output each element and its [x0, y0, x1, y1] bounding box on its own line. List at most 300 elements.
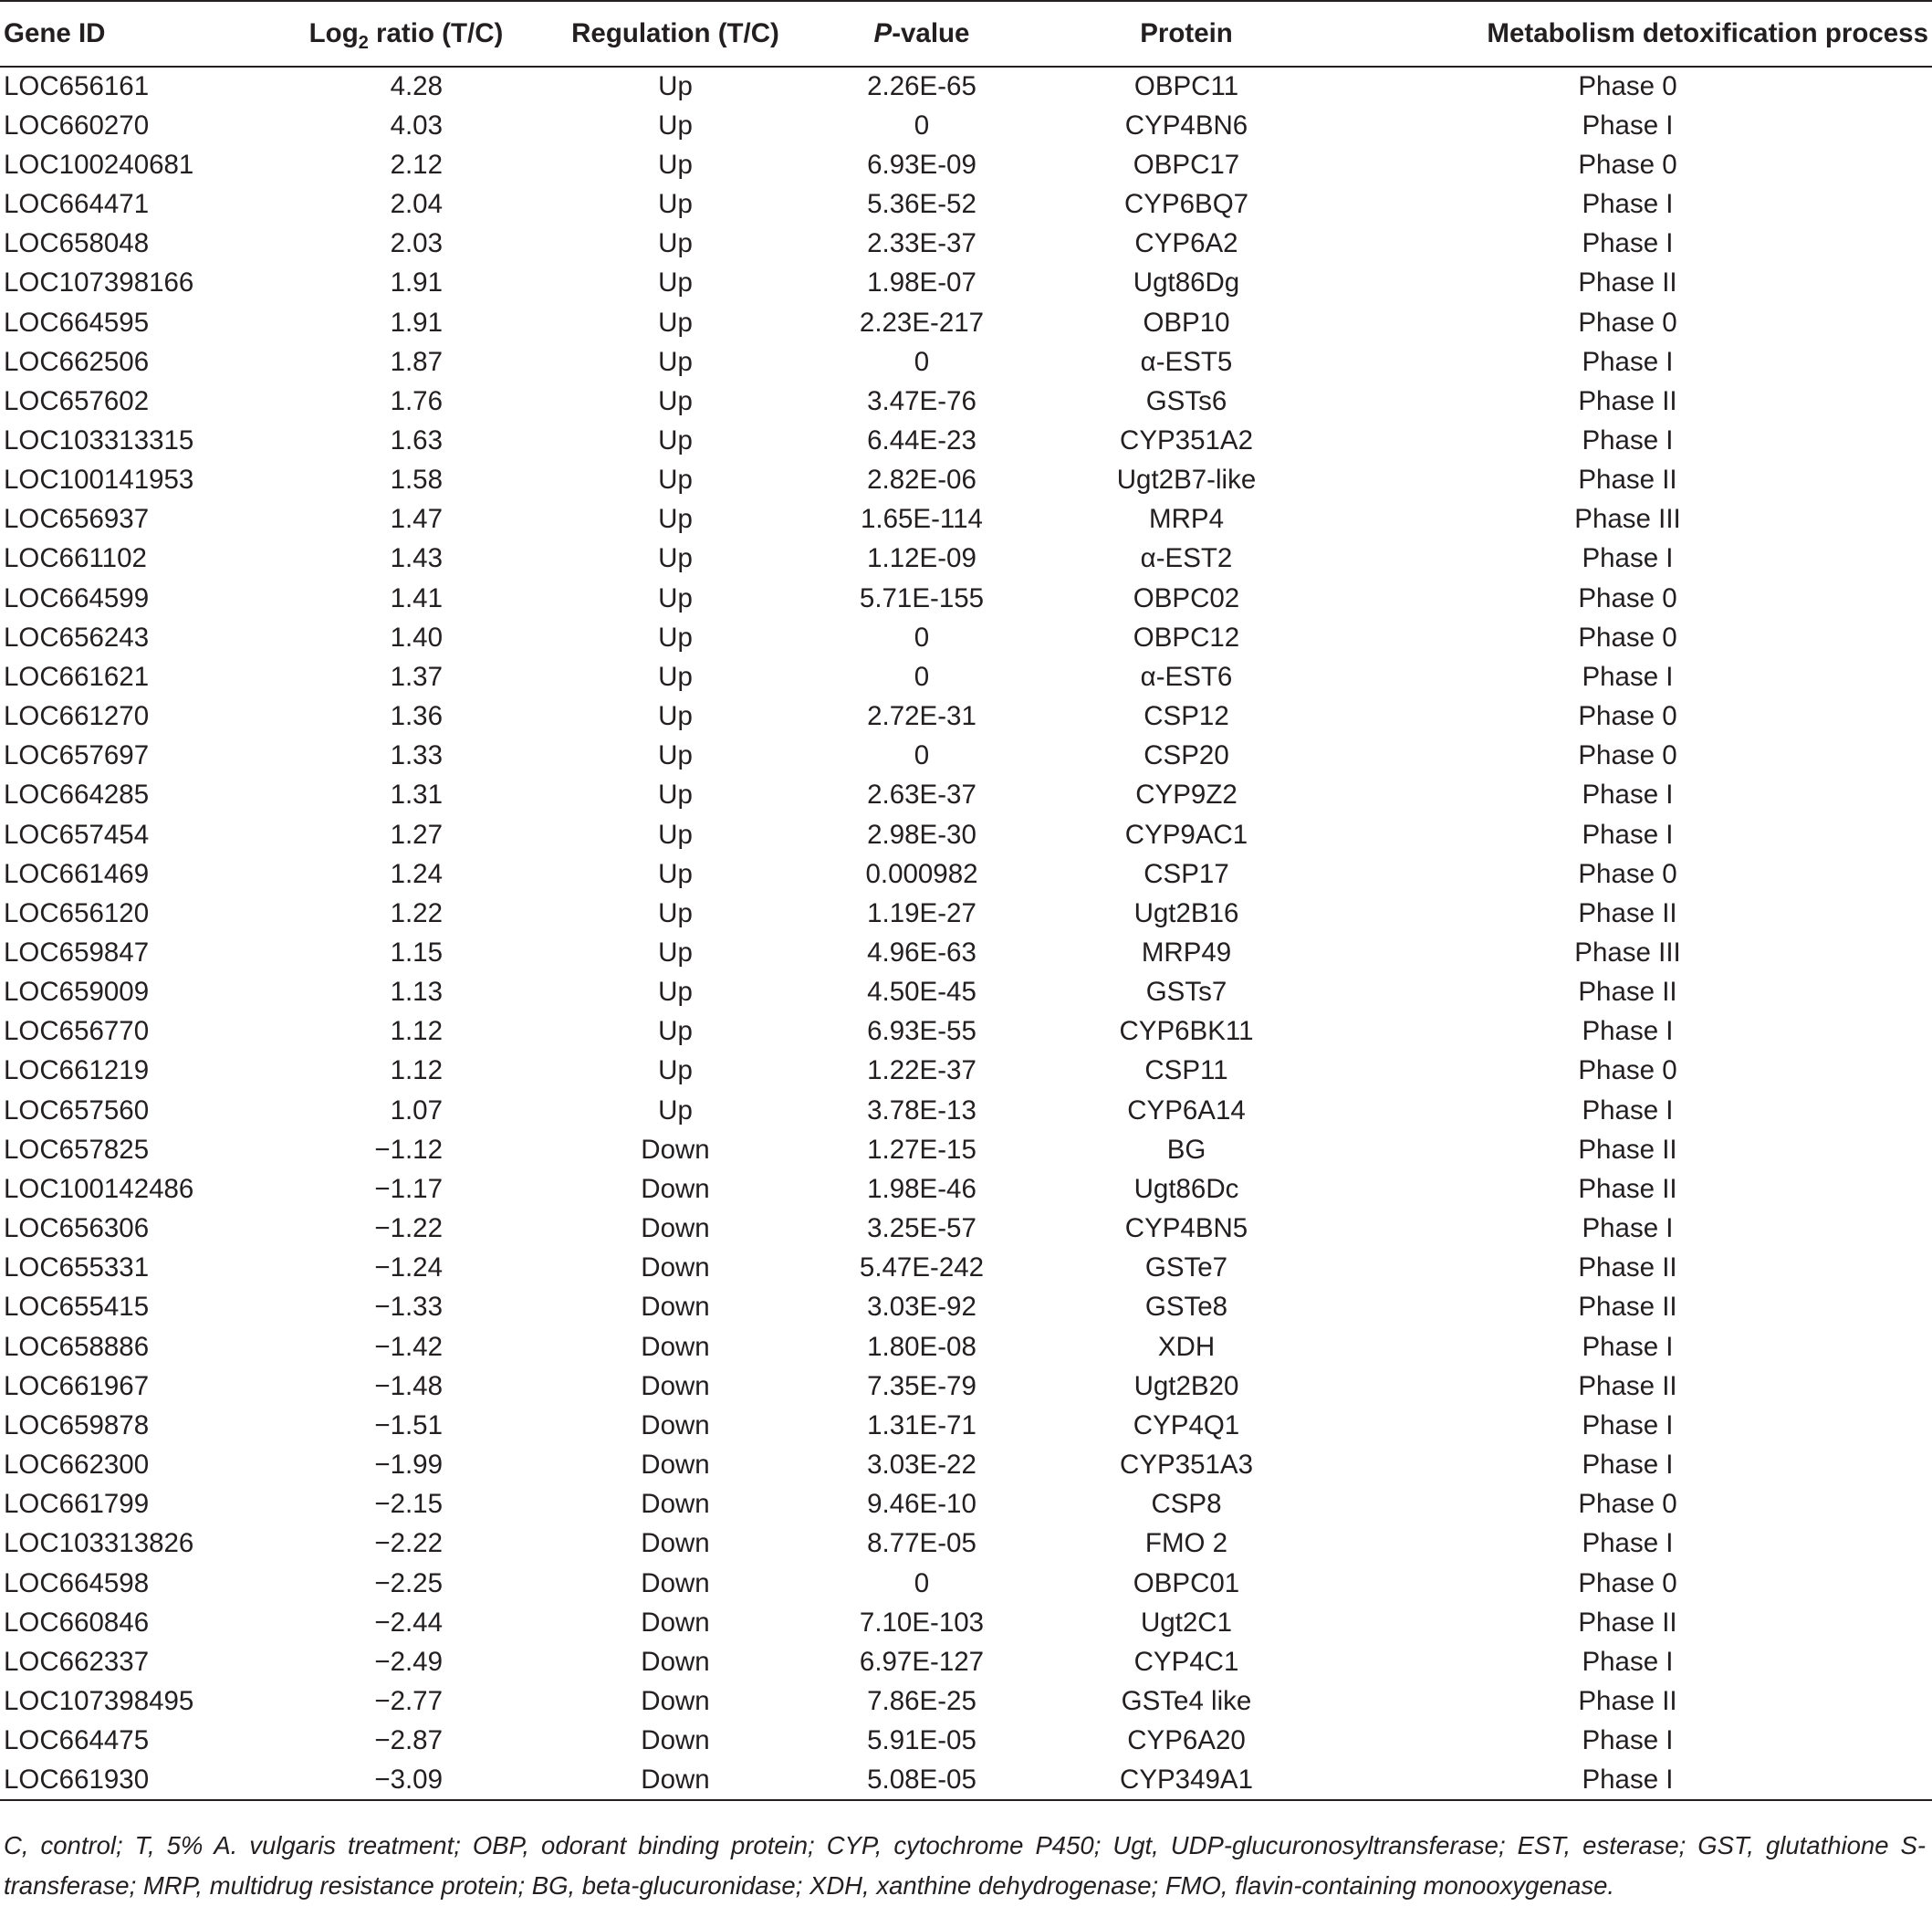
cell-p-value: 1.98E-46	[867, 1173, 976, 1204]
table-row	[0, 1091, 1932, 1130]
cell-protein: CYP9AC1	[1124, 819, 1248, 850]
cell-log2-ratio: 1.15	[390, 937, 443, 969]
cell-gene-id: LOC655331	[4, 1252, 150, 1283]
cell-log2-ratio: 1.41	[390, 582, 443, 613]
table-header	[0, 1, 1932, 67]
table-row	[0, 1327, 1932, 1367]
cell-gene-id: LOC662506	[4, 346, 150, 377]
cell-regulation: Up	[658, 1094, 693, 1126]
cell-protein: OBPC02	[1133, 582, 1240, 613]
cell-p-value: 6.93E-09	[867, 149, 976, 180]
table-row	[0, 1564, 1932, 1603]
cell-p-value: 9.46E-10	[867, 1489, 976, 1520]
cell-log2-ratio: 1.22	[390, 897, 443, 928]
cell-detox-process: Phase I	[1582, 661, 1674, 692]
cell-regulation: Down	[641, 1567, 710, 1598]
cell-regulation: Up	[658, 819, 693, 850]
cell-regulation: Up	[658, 1055, 693, 1086]
table-row	[0, 106, 1932, 145]
table-row	[0, 1052, 1932, 1091]
cell-p-value: 1.22E-37	[867, 1055, 976, 1086]
cell-log2-ratio: 1.07	[390, 1094, 443, 1126]
cell-protein: CYP6A14	[1127, 1094, 1246, 1126]
cell-gene-id: LOC662337	[4, 1646, 150, 1677]
cell-p-value: 3.47E-76	[867, 385, 976, 416]
cell-detox-process: Phase 0	[1578, 582, 1677, 613]
cell-p-value: 1.98E-07	[867, 267, 976, 298]
cell-p-value: 1.12E-09	[867, 543, 976, 574]
cell-p-value: 0	[914, 661, 930, 692]
cell-regulation: Down	[641, 1607, 710, 1638]
cell-detox-process: Phase 0	[1578, 1567, 1677, 1598]
header-protein: Protein	[1031, 1, 1342, 67]
cell-regulation: Up	[658, 582, 693, 613]
cell-detox-process: Phase II	[1578, 1685, 1677, 1716]
table-row	[0, 539, 1932, 579]
cell-detox-process: Phase I	[1582, 346, 1674, 377]
cell-log2-ratio: 1.12	[390, 1016, 443, 1047]
cell-detox-process: Phase II	[1578, 897, 1677, 928]
cell-log2-ratio: −1.24	[374, 1252, 443, 1283]
cell-regulation: Up	[658, 346, 693, 377]
cell-regulation: Up	[658, 701, 693, 732]
cell-log2-ratio: −1.42	[374, 1331, 443, 1362]
cell-p-value: 4.96E-63	[867, 937, 976, 969]
cell-regulation: Up	[658, 307, 693, 338]
cell-detox-process: Phase I	[1582, 424, 1674, 456]
cell-detox-process: Phase I	[1582, 819, 1674, 850]
cell-protein: CYP4BN6	[1124, 110, 1248, 141]
cell-log2-ratio: 1.47	[390, 504, 443, 535]
cell-detox-process: Phase 0	[1578, 740, 1677, 771]
cell-gene-id: LOC661270	[4, 701, 150, 732]
cell-gene-id: LOC661219	[4, 1055, 150, 1086]
cell-regulation: Up	[658, 622, 693, 653]
header-log2-prefix: Log	[308, 18, 359, 48]
cell-protein: OBPC12	[1133, 622, 1240, 653]
cell-log2-ratio: −2.15	[374, 1489, 443, 1520]
cell-p-value: 3.78E-13	[867, 1094, 976, 1126]
cell-protein: CYP4BN5	[1124, 1213, 1248, 1244]
cell-gene-id: LOC655415	[4, 1292, 150, 1323]
cell-p-value: 5.08E-05	[812, 1761, 1031, 1800]
header-log2-ratio	[274, 1, 538, 67]
cell-log2-ratio: 1.13	[390, 977, 443, 1008]
cell-gene-id: LOC659847	[4, 937, 150, 969]
table-row	[0, 1012, 1932, 1052]
cell-regulation: Down	[641, 1292, 710, 1323]
header-p-rest: -value	[892, 18, 970, 48]
cell-detox-process: Phase 0	[1578, 701, 1677, 732]
cell-log2-ratio: 1.12	[390, 1055, 443, 1086]
cell-log2-ratio: 4.03	[390, 110, 443, 141]
cell-p-value: 2.33E-37	[867, 228, 976, 259]
cell-gene-id: LOC658048	[4, 228, 150, 259]
cell-protein: CYP6BK11	[1119, 1016, 1254, 1047]
cell-gene-id: LOC657602	[4, 385, 150, 416]
table-row	[0, 1445, 1932, 1484]
table-row	[0, 854, 1932, 894]
table-row	[0, 225, 1932, 264]
cell-regulation: Up	[658, 897, 693, 928]
cell-gene-id: LOC107398166	[4, 267, 194, 298]
cell-gene-id: LOC107398495	[4, 1685, 194, 1716]
cell-protein: Ugt86Dg	[1133, 267, 1240, 298]
cell-regulation: Down	[641, 1646, 710, 1677]
cell-gene-id: LOC664475	[4, 1725, 150, 1756]
cell-regulation: Up	[658, 780, 693, 811]
cell-regulation: Down	[641, 1134, 710, 1165]
cell-protein: CSP20	[1144, 740, 1229, 771]
cell-log2-ratio: −2.87	[374, 1725, 443, 1756]
cell-log2-ratio: 1.27	[390, 819, 443, 850]
cell-gene-id: LOC100142486	[4, 1173, 194, 1204]
cell-detox-process: Phase II	[1578, 267, 1677, 298]
table-row	[0, 1761, 1932, 1800]
cell-regulation: Up	[658, 1016, 693, 1047]
cell-detox-process: Phase II	[1578, 1134, 1677, 1165]
cell-detox-process: Phase II	[1578, 1252, 1677, 1283]
table-row	[0, 815, 1932, 854]
cell-gene-id: LOC664595	[4, 307, 150, 338]
cell-log2-ratio: 2.12	[390, 149, 443, 180]
table-row	[0, 697, 1932, 737]
cell-protein: GSTs6	[1145, 385, 1227, 416]
header-p-value	[812, 1, 1031, 67]
cell-regulation: Up	[658, 937, 693, 969]
cell-gene-id: LOC656120	[4, 897, 150, 928]
table-row	[0, 579, 1932, 618]
cell-protein: Ugt2B20	[1133, 1370, 1239, 1401]
cell-gene-id: LOC661799	[4, 1489, 150, 1520]
cell-protein: CYP6BQ7	[1123, 189, 1249, 220]
cell-detox-process: Phase I	[1582, 1646, 1674, 1677]
cell-p-value: 3.25E-57	[867, 1213, 976, 1244]
cell-log2-ratio: −1.99	[374, 1450, 443, 1481]
cell-regulation: Up	[658, 543, 693, 574]
cell-detox-process: Phase II	[1578, 1607, 1677, 1638]
cell-log2-ratio: 1.91	[390, 267, 443, 298]
cell-p-value: 1.19E-27	[867, 897, 976, 928]
table-row	[0, 461, 1932, 500]
cell-p-value: 7.86E-25	[867, 1685, 976, 1716]
table-row	[0, 1169, 1932, 1209]
header-row	[0, 1, 1932, 67]
cell-p-value: 6.97E-127	[859, 1646, 985, 1677]
cell-gene-id: LOC656306	[4, 1213, 150, 1244]
cell-regulation: Up	[658, 661, 693, 692]
cell-log2-ratio: 1.87	[390, 346, 443, 377]
table-row	[0, 303, 1932, 342]
cell-log2-ratio: −2.22	[374, 1528, 443, 1559]
cell-log2-ratio: 1.33	[390, 740, 443, 771]
cell-log2-ratio: −1.33	[374, 1292, 443, 1323]
cell-regulation: Up	[658, 71, 693, 102]
cell-protein: MRP49	[1141, 937, 1232, 969]
cell-gene-id: LOC656937	[4, 504, 150, 535]
table-row	[0, 1722, 1932, 1761]
cell-p-value: 2.72E-31	[867, 701, 976, 732]
cell-gene-id: LOC100141953	[4, 465, 194, 496]
cell-p-value: 5.47E-242	[859, 1252, 985, 1283]
cell-detox-process: Phase I	[1582, 228, 1674, 259]
cell-log2-ratio: −2.49	[374, 1646, 443, 1677]
cell-log2-ratio: 1.40	[390, 622, 443, 653]
table-row	[0, 1210, 1932, 1249]
cell-detox-process: Phase I	[1582, 780, 1674, 811]
cell-protein: BG	[1166, 1134, 1206, 1165]
cell-regulation: Down	[641, 1331, 710, 1362]
cell-gene-id: LOC660270	[4, 110, 150, 141]
cell-detox-process: Phase I	[1582, 1094, 1674, 1126]
cell-protein: CYP351A2	[1120, 424, 1253, 456]
cell-protein: Ugt86Dc	[1133, 1173, 1239, 1204]
table-row	[0, 973, 1932, 1012]
table-row	[0, 1681, 1932, 1721]
table-row	[0, 342, 1932, 382]
table-row	[0, 184, 1932, 224]
cell-gene-id: LOC659009	[4, 977, 150, 1008]
cell-gene-id: LOC664471	[4, 189, 150, 220]
cell-p-value: 5.91E-05	[867, 1725, 976, 1756]
cell-protein: CYP6A2	[1134, 228, 1238, 259]
cell-protein: OBP10	[1143, 307, 1230, 338]
table-row	[0, 264, 1932, 303]
cell-detox-process: Phase III	[1574, 504, 1681, 535]
cell-log2-ratio: −2.25	[374, 1567, 443, 1598]
cell-protein: CYP6A20	[1127, 1725, 1246, 1756]
cell-detox-process: Phase 0	[1578, 858, 1677, 889]
cell-regulation: Up	[658, 858, 693, 889]
cell-protein: CYP351A3	[1120, 1450, 1253, 1481]
cell-p-value: 3.03E-22	[867, 1450, 976, 1481]
cell-detox-process: Phase 0	[1578, 1055, 1677, 1086]
cell-gene-id: LOC656161	[4, 71, 150, 102]
cell-detox-process: Phase 0	[1578, 149, 1677, 180]
cell-p-value: 0	[914, 740, 930, 771]
cell-protein: CYP4Q1	[1133, 1409, 1240, 1440]
cell-gene-id: LOC103313826	[4, 1528, 194, 1559]
table-row	[0, 500, 1932, 539]
cell-detox-process: Phase 0	[1578, 622, 1677, 653]
table-row	[0, 894, 1932, 933]
cell-protein: GSTe4 like	[1121, 1685, 1252, 1716]
cell-p-value: 4.50E-45	[867, 977, 976, 1008]
cell-protein: OBPC01	[1133, 1567, 1240, 1598]
cell-regulation: Up	[658, 504, 693, 535]
cell-gene-id: LOC657454	[4, 819, 150, 850]
table-row	[0, 618, 1932, 657]
cell-p-value: 3.03E-92	[867, 1292, 976, 1323]
table-row	[0, 657, 1932, 696]
cell-regulation: Down	[641, 1450, 710, 1481]
cell-gene-id: LOC659878	[4, 1409, 150, 1440]
cell-p-value: 2.63E-37	[867, 780, 976, 811]
cell-regulation: Down	[641, 1725, 710, 1756]
cell-log2-ratio: 1.24	[390, 858, 443, 889]
table-footnote: C, control; T, 5% A. vulgaris treatment; OBP, odorant binding protein; CYP, cytochrome P450; Ugt, UDP-glucuronosyltransferase; EST, esterase; GST, glutathione S-transferase; MRP, multidrug resistance protein; BG, beta-glucuronidase; XDH, xanthine dehydrogenase; FMO, flavin-containing monooxygenase.	[4, 1831, 1926, 1900]
cell-detox-process: Phase I	[1582, 1331, 1674, 1362]
cell-gene-id: LOC656243	[4, 622, 150, 653]
cell-gene-id: LOC100240681	[4, 149, 194, 180]
cell-regulation: Down	[641, 1213, 710, 1244]
cell-log2-ratio: −1.17	[374, 1173, 443, 1204]
cell-protein: CYP349A1	[1031, 1761, 1342, 1800]
cell-protein: Ugt2B7-like	[1116, 465, 1257, 496]
cell-p-value: 0	[914, 1567, 930, 1598]
cell-p-value: 7.35E-79	[867, 1370, 976, 1401]
cell-gene-id: LOC657560	[4, 1094, 150, 1126]
cell-protein: α-EST2	[1140, 543, 1233, 574]
header-gene-id: Gene ID	[0, 1, 274, 67]
cell-regulation: Down	[641, 1370, 710, 1401]
cell-regulation: Down	[641, 1173, 710, 1204]
header-p-italic: P	[873, 18, 893, 48]
table-row	[0, 1367, 1932, 1406]
cell-p-value: 0	[914, 110, 930, 141]
cell-gene-id: LOC657825	[4, 1134, 150, 1165]
cell-protein: OBPC11	[1133, 71, 1239, 102]
cell-regulation: Up	[658, 189, 693, 220]
cell-log2-ratio: −2.44	[374, 1607, 443, 1638]
cell-detox-process: Phase 0	[1578, 307, 1677, 338]
cell-detox-process: Phase II	[1578, 1173, 1677, 1204]
cell-regulation: Up	[658, 424, 693, 456]
cell-regulation: Up	[658, 385, 693, 416]
cell-regulation: Down	[641, 1528, 710, 1559]
cell-gene-id: LOC664599	[4, 582, 150, 613]
table-row	[0, 737, 1932, 776]
table-row	[0, 1288, 1932, 1327]
cell-detox-process: Phase II	[1578, 385, 1677, 416]
cell-regulation: Up	[658, 110, 693, 141]
cell-p-value: 1.31E-71	[867, 1409, 976, 1440]
cell-protein: α-EST5	[1140, 346, 1233, 377]
cell-p-value: 1.27E-15	[867, 1134, 976, 1165]
cell-gene-id: LOC103313315	[4, 424, 194, 456]
cell-gene-id: LOC664598	[4, 1567, 150, 1598]
header-log2-suffix: ratio (T/C)	[368, 18, 504, 48]
cell-gene-id: LOC660846	[4, 1607, 150, 1638]
cell-log2-ratio: 1.91	[390, 307, 443, 338]
cell-detox-process: Phase I	[1582, 1213, 1674, 1244]
cell-log2-ratio: −1.12	[374, 1134, 443, 1165]
cell-protein: MRP4	[1149, 504, 1224, 535]
cell-gene-id: LOC661967	[4, 1370, 150, 1401]
cell-p-value: 8.77E-05	[867, 1528, 976, 1559]
table-row	[0, 1524, 1932, 1564]
cell-gene-id: LOC656770	[4, 1016, 150, 1047]
cell-log2-ratio: 1.36	[390, 701, 443, 732]
cell-protein: Ugt2C1	[1140, 1607, 1233, 1638]
table-body	[0, 67, 1932, 1800]
cell-gene-id: LOC661930	[0, 1761, 274, 1800]
cell-protein: CSP8	[1151, 1489, 1222, 1520]
cell-log2-ratio: −1.51	[374, 1409, 443, 1440]
cell-gene-id: LOC662300	[4, 1450, 150, 1481]
cell-log2-ratio: 1.37	[390, 661, 443, 692]
cell-detox-process: Phase II	[1578, 465, 1677, 496]
cell-protein: CSP12	[1144, 701, 1229, 732]
cell-detox-process: Phase 0	[1578, 71, 1677, 102]
cell-protein: CYP4C1	[1133, 1646, 1239, 1677]
cell-log2-ratio: 1.43	[390, 543, 443, 574]
cell-gene-id: LOC661469	[4, 858, 150, 889]
cell-log2-ratio: −3.09	[274, 1761, 538, 1800]
cell-regulation: Up	[658, 228, 693, 259]
cell-protein: GSTs7	[1145, 977, 1227, 1008]
table-row	[0, 1406, 1932, 1445]
cell-p-value: 5.36E-52	[867, 189, 976, 220]
cell-detox-process: Phase I	[1582, 110, 1674, 141]
cell-protein: GSTe8	[1144, 1292, 1228, 1323]
cell-p-value: 2.82E-06	[867, 465, 976, 496]
cell-regulation: Up	[658, 465, 693, 496]
table-row	[0, 1603, 1932, 1642]
cell-p-value: 1.65E-114	[861, 504, 983, 535]
cell-protein: CYP9Z2	[1135, 780, 1238, 811]
cell-regulation: Up	[658, 267, 693, 298]
cell-p-value: 1.80E-08	[867, 1331, 976, 1362]
cell-detox-process: Phase II	[1578, 977, 1677, 1008]
cell-log2-ratio: 1.63	[390, 424, 443, 456]
header-regulation: Regulation (T/C)	[538, 1, 812, 67]
cell-regulation: Down	[641, 1252, 710, 1283]
cell-regulation: Up	[658, 149, 693, 180]
cell-gene-id: LOC658886	[4, 1331, 150, 1362]
cell-protein: CSP11	[1144, 1055, 1228, 1086]
cell-regulation: Down	[641, 1685, 710, 1716]
cell-log2-ratio: 2.03	[390, 228, 443, 259]
cell-p-value: 0.000982	[865, 858, 978, 889]
cell-protein: XDH	[1157, 1331, 1216, 1362]
cell-log2-ratio: 4.28	[390, 71, 443, 102]
cell-p-value: 2.23E-217	[859, 307, 985, 338]
table-row	[0, 421, 1932, 460]
cell-p-value: 5.71E-155	[859, 582, 985, 613]
cell-gene-id: LOC661621	[4, 661, 150, 692]
cell-detox-process: Phase I	[1582, 1450, 1674, 1481]
cell-p-value: 2.26E-65	[867, 71, 976, 102]
cell-gene-id: LOC661102	[4, 543, 147, 574]
cell-protein: GSTe7	[1144, 1252, 1228, 1283]
cell-p-value: 6.44E-23	[867, 424, 976, 456]
cell-log2-ratio: 2.04	[390, 189, 443, 220]
cell-p-value: 2.98E-30	[867, 819, 976, 850]
cell-log2-ratio: −1.22	[374, 1213, 443, 1244]
cell-detox-process: Phase I	[1582, 1725, 1674, 1756]
cell-detox-process: Phase III	[1574, 937, 1681, 969]
cell-protein: FMO 2	[1144, 1528, 1228, 1559]
cell-log2-ratio: −1.48	[374, 1370, 443, 1401]
cell-detox-process: Phase I	[1582, 1409, 1674, 1440]
table-row	[0, 67, 1932, 106]
cell-regulation: Down	[641, 1409, 710, 1440]
table-row	[0, 145, 1932, 184]
cell-gene-id: LOC657697	[4, 740, 150, 771]
cell-log2-ratio: 1.76	[390, 385, 443, 416]
table-row	[0, 382, 1932, 421]
cell-protein: CSP17	[1144, 858, 1229, 889]
table-row	[0, 1485, 1932, 1524]
cell-detox-process: Phase II	[1578, 1370, 1677, 1401]
cell-protein: α-EST6	[1140, 661, 1233, 692]
table-row	[0, 1249, 1932, 1288]
table-row	[0, 1130, 1932, 1169]
cell-protein: OBPC17	[1133, 149, 1240, 180]
table-row	[0, 1642, 1932, 1681]
cell-regulation: Down	[538, 1761, 812, 1800]
